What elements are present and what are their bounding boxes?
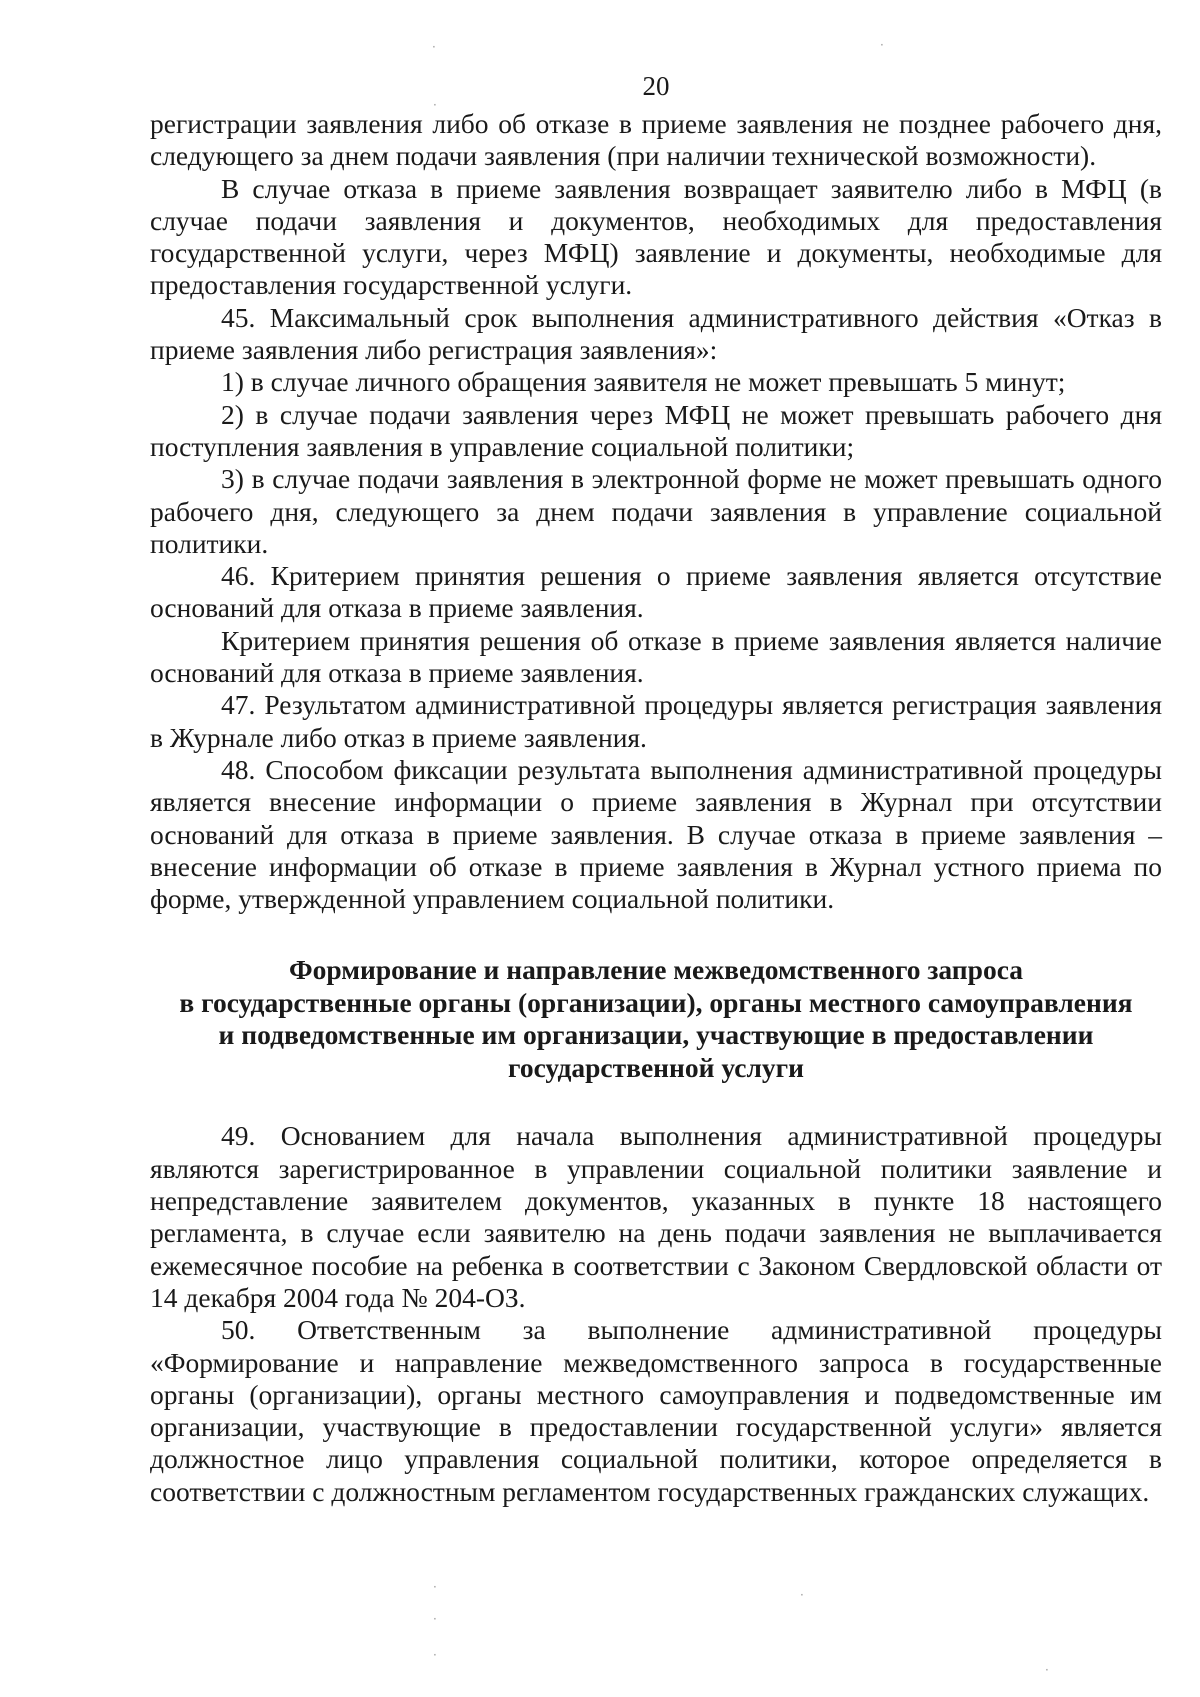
paragraph-45-item-3: 3) в случае подачи заявления в электронной форме не может превышать одного рабочего дня, следующего за днем подачи заявления в управление социальной политики. [150, 463, 1162, 559]
paragraph-continuation: регистрации заявления либо об отказе в приеме заявления не позднее рабочего дня, следующего за днем подачи заявления (при наличии технической возможности). [150, 108, 1162, 172]
section-1-body [150, 108, 1162, 915]
heading-line: и подведомственные им организации, участвующие в предоставлении [218, 1019, 1094, 1051]
paragraph-45-item-1: 1) в случае личного обращения заявителя не может превышать 5 минут; [221, 366, 1066, 398]
paragraph-45-item-2: 2) в случае подачи заявления через МФЦ не может превышать рабочего дня поступления заявления в управление социальной политики; [150, 398, 1162, 462]
paragraph-49: 49. Основанием для начала выполнения административной процедуры являются зарегистрированное в управлении социальной политики заявление и непредставление заявителем документов, указанных в пункте 18 настоящего регламента, в случае если заявителю на день подачи заявления не выплачивается ежемесячное пособие на ребенка в соответствии с Законом Свердловской области от 14 декабря 2004 года № 204-ОЗ. [150, 1120, 1162, 1313]
section-2-body [150, 1120, 1162, 1508]
paragraph-46: 46. Критерием принятия решения о приеме заявления является отсутствие оснований для отказа в приеме заявления. [150, 560, 1162, 624]
paragraph-46-refusal-criterion: Критерием принятия решения об отказе в приеме заявления является наличие оснований для отказа в приеме заявления. [150, 624, 1162, 689]
section-heading [150, 954, 1162, 1084]
heading-line: Формирование и направление межведомственного запроса [289, 954, 1023, 986]
paragraph-50: 50. Ответственным за выполнение административной процедуры «Формирование и направление межведомственного запроса в государственные органы (организации), органы местного самоуправления и подведомственные им организации, участвующие в предоставлении государственной услуги» является должностное лицо управления социальной политики, которое определяется в соответствии с должностным регламентом государственных гражданских служащих. [150, 1314, 1162, 1507]
heading-line: в государственные органы (организации), органы местного самоуправления [179, 986, 1133, 1018]
paragraph-45: 45. Максимальный срок выполнения административного действия «Отказ в приеме заявления либо регистрация заявления»: [150, 301, 1162, 366]
heading-line: государственной услуги [508, 1051, 804, 1083]
page-number: 20 [642, 71, 670, 101]
paragraph-48: 48. Способом фиксации результата выполнения административной процедуры является внесение информации о приеме заявления в Журнал при отсутствии оснований для отказа в приеме заявления. В случае отказа в приеме заявления – внесение информации об отказе в приеме заявления в Журнал устного приема по форме, утвержденной управлением социальной политики. [150, 753, 1162, 915]
paragraph-47: 47. Результатом административной процедуры является регистрация заявления в Журнале либо отказ в приеме заявления. [150, 689, 1162, 753]
paragraph-refusal-return: В случае отказа в приеме заявления возвращает заявителю либо в МФЦ (в случае подачи заявления и документов, необходимых для предоставления государственной услуги, через МФЦ) заявление и документы, необходимые для предоставления государственной услуги. [150, 172, 1162, 301]
document-page [150, 70, 1162, 1508]
